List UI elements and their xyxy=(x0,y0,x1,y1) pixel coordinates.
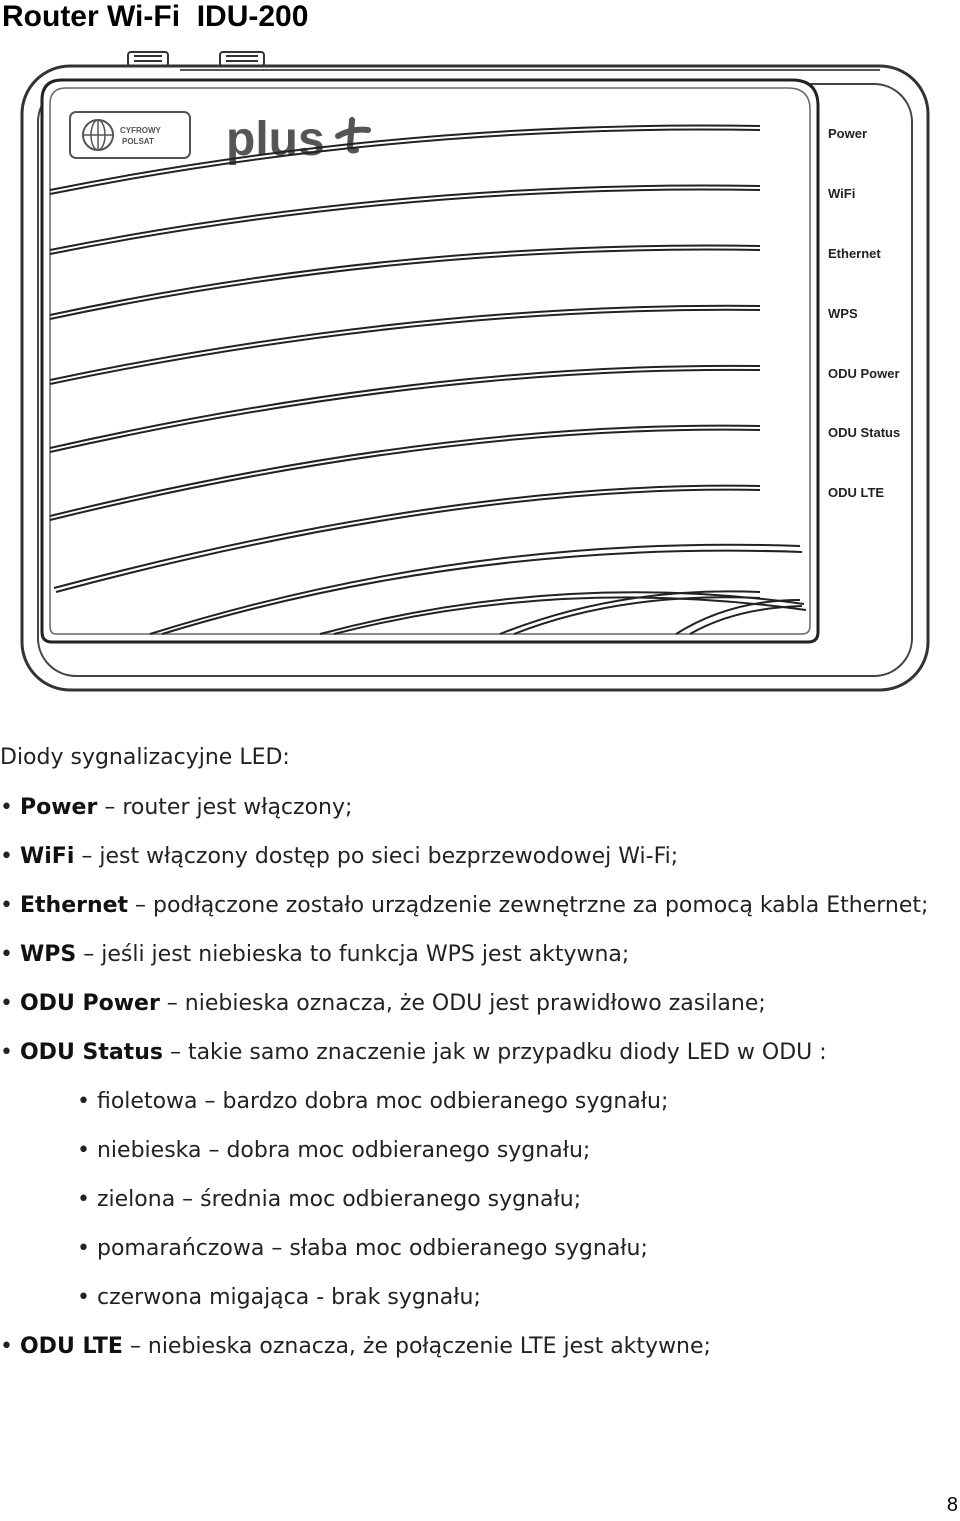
led-name: ODU Power xyxy=(19,991,160,1016)
page-number: 8 xyxy=(946,1494,958,1516)
led-desc: – niebieska oznacza, że ODU jest prawidłowo zasilane; xyxy=(159,991,766,1016)
led-item-wps: • WPS – jeśli jest niebieska to funkcja WPS jest aktywna; xyxy=(0,942,630,967)
led-description-list xyxy=(0,790,955,1378)
odu-status-color-text: pomarańczowa – słaba moc odbieranego sygnału; xyxy=(96,1236,648,1261)
led-item-power: • Power – router jest włączony; xyxy=(0,795,353,820)
odu-status-color-item: • niebieska – dobra moc odbieranego sygnału; xyxy=(77,1138,591,1163)
led-label-wps: WPS xyxy=(828,306,858,321)
led-item-wifi: • WiFi – jest włączony dostęp po sieci bezprzewodowej Wi-Fi; xyxy=(0,844,679,869)
led-label-power: Power xyxy=(828,126,868,141)
led-item-odu-status: • ODU Status – takie samo znaczenie jak w przypadku diody LED w ODU : xyxy=(0,1040,827,1065)
odu-status-color-text: niebieska – dobra moc odbieranego sygnału; xyxy=(96,1138,591,1163)
led-desc: – jeśli jest niebieska to funkcja WPS jest aktywna; xyxy=(76,942,630,967)
led-label-odu-power: ODU Power xyxy=(828,366,900,381)
odu-status-color-text: czerwona migająca - brak sygnału; xyxy=(96,1285,481,1310)
odu-status-color-item: • zielona – średnia moc odbieranego sygnału; xyxy=(77,1187,582,1212)
odu-status-color-text: fioletowa – bardzo dobra moc odbieranego sygnału; xyxy=(96,1089,669,1114)
led-item-ethernet: • Ethernet – podłączone zostało urządzenie zewnętrzne za pomocą kabla Ethernet; xyxy=(0,893,929,918)
led-label-ethernet: Ethernet xyxy=(828,246,881,261)
router-front-panel xyxy=(42,80,818,642)
led-name: ODU Status xyxy=(19,1040,163,1065)
led-desc: – router jest włączony; xyxy=(97,795,353,820)
led-label-odu-status: ODU Status xyxy=(828,425,901,440)
page-title: Router Wi-Fi IDU-200 xyxy=(2,0,309,33)
led-label-odu-lte: ODU LTE xyxy=(828,485,885,500)
antenna-connector-left xyxy=(128,52,168,66)
led-item-odu-power: • ODU Power – niebieska oznacza, że ODU jest prawidłowo zasilane; xyxy=(0,991,766,1016)
antenna-connector-right xyxy=(220,52,264,66)
svg-text:plus: plus xyxy=(226,113,325,166)
led-item-odu-lte: • ODU LTE – niebieska oznacza, że połączenie LTE jest aktywne; xyxy=(0,1334,711,1359)
led-label-wifi: WiFi xyxy=(828,186,856,201)
router-front-illustration xyxy=(0,40,960,710)
odu-status-color-item: • fioletowa – bardzo dobra moc odbieranego sygnału; xyxy=(77,1089,669,1114)
led-desc: – takie samo znaczenie jak w przypadku diody LED w ODU : xyxy=(162,1040,827,1065)
svg-text:POLSAT: POLSAT xyxy=(122,137,154,146)
led-desc: – niebieska oznacza, że połączenie LTE jest aktywne; xyxy=(122,1334,711,1359)
led-name: Power xyxy=(19,795,98,820)
led-desc: – podłączone zostało urządzenie zewnętrzne za pomocą kabla Ethernet; xyxy=(128,893,929,918)
led-name: Ethernet xyxy=(19,893,129,918)
cyfrowy-polsat-logo xyxy=(70,112,190,158)
odu-status-color-list-wrapper xyxy=(0,1084,955,1316)
led-name: WiFi xyxy=(19,844,75,869)
odu-status-color-text: zielona – średnia moc odbieranego sygnału; xyxy=(96,1187,582,1212)
odu-status-color-item: • czerwona migająca - brak sygnału; xyxy=(77,1285,481,1310)
odu-status-color-list xyxy=(0,1084,955,1316)
svg-text:CYFROWY: CYFROWY xyxy=(120,126,161,135)
led-name: ODU LTE xyxy=(19,1334,123,1359)
odu-status-color-item: • pomarańczowa – słaba moc odbieranego sygnału; xyxy=(77,1236,648,1261)
led-name: WPS xyxy=(19,942,77,967)
led-desc: – jest włączony dostęp po sieci bezprzewodowej Wi-Fi; xyxy=(74,844,679,869)
led-intro-text: Diody sygnalizacyjne LED: xyxy=(0,745,290,770)
